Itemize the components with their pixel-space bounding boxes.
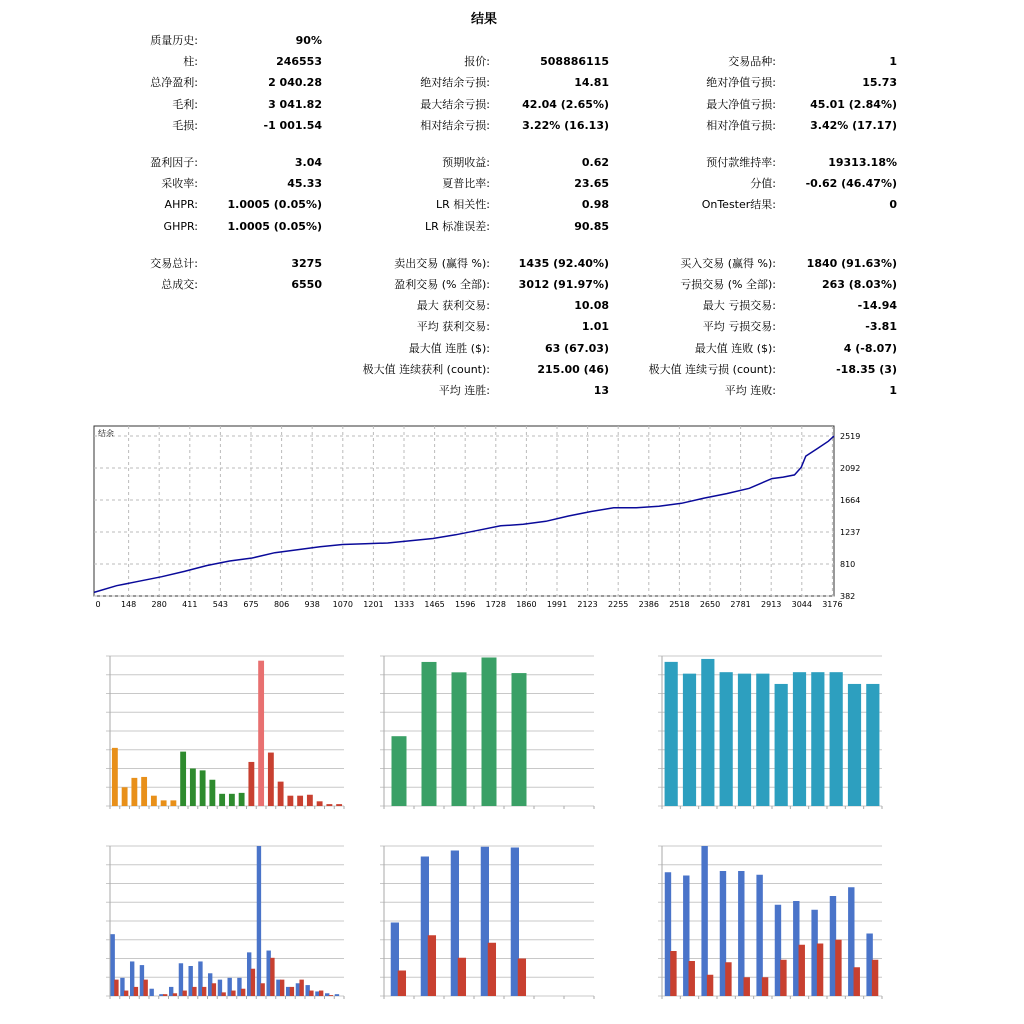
- stat-label: AHPR:: [164, 198, 198, 212]
- x-tick-label: 3176: [822, 600, 843, 609]
- stat-label: 买入交易 (赢得 %):: [680, 256, 776, 270]
- stat-value: 23.65: [574, 177, 609, 191]
- bar: [257, 846, 261, 996]
- bar: [296, 983, 300, 996]
- stat-value: 45.33: [287, 177, 322, 191]
- bar: [780, 960, 786, 996]
- x-tick-label: 938: [304, 600, 320, 609]
- x-tick-label: 1596: [455, 600, 476, 609]
- bar: [422, 662, 437, 806]
- stat-value: 1: [889, 55, 897, 69]
- hist-chart-4-svg: [88, 826, 358, 1006]
- stat-label: 最大 亏损交易:: [702, 299, 776, 313]
- bar: [398, 971, 406, 997]
- y-tick-label: 1664: [840, 496, 861, 506]
- bar: [335, 994, 339, 996]
- bar: [854, 967, 860, 996]
- stat-value: 19313.18%: [828, 156, 897, 169]
- x-tick-label: 2913: [761, 600, 782, 609]
- stat-value: 3 041.82: [268, 97, 322, 111]
- bar: [173, 993, 177, 996]
- bar: [143, 980, 147, 996]
- stat-value: 1: [889, 384, 897, 397]
- bar: [114, 980, 118, 996]
- stat-label: 极大值 连续亏损 (count):: [648, 362, 776, 376]
- bar: [170, 800, 176, 806]
- y-tick-label: 810: [840, 559, 856, 569]
- bar: [110, 934, 114, 996]
- hist-chart-3-svg: [640, 636, 890, 816]
- bar: [744, 977, 750, 996]
- bar: [290, 987, 294, 996]
- bar: [325, 993, 329, 996]
- x-tick-label: 0: [95, 600, 101, 609]
- bar: [122, 787, 128, 806]
- bar: [799, 945, 805, 996]
- y-tick-label: 382: [840, 592, 856, 601]
- balance-chart: [92, 424, 872, 614]
- bar: [192, 987, 196, 996]
- stat-label: 最大净值亏损:: [706, 97, 776, 111]
- bar: [811, 672, 824, 806]
- bar: [738, 674, 751, 806]
- bar: [665, 662, 678, 806]
- stat-value: -0.62 (46.47%): [805, 177, 897, 191]
- bar: [336, 804, 342, 806]
- x-tick-label: 3044: [791, 600, 812, 609]
- stat-label: 平均 亏损交易:: [702, 320, 776, 334]
- x-tick-label: 2255: [608, 600, 629, 609]
- y-tick-label: 2519: [840, 432, 861, 441]
- stat-label: 绝对结余亏损:: [420, 76, 490, 90]
- bar: [297, 796, 303, 806]
- x-tick-label: 1465: [424, 600, 445, 609]
- stat-label: LR 标准误差:: [425, 219, 490, 233]
- stat-label: 最大值 连败 ($):: [694, 341, 776, 355]
- stat-label: 最大 获利交易:: [416, 299, 490, 313]
- hist-chart-5-svg: [362, 826, 602, 1006]
- report-title: 结果: [470, 12, 497, 27]
- stat-label: 总成交:: [161, 278, 198, 291]
- stat-label: 亏损交易 (% 全部):: [680, 278, 776, 291]
- stat-label: 卖出交易 (赢得 %):: [394, 256, 490, 270]
- bar: [270, 958, 274, 996]
- stat-value: 90.85: [574, 219, 609, 233]
- x-tick-label: 675: [243, 600, 259, 609]
- stat-label: GHPR:: [163, 219, 198, 233]
- bar: [219, 794, 225, 806]
- stat-label: LR 相关性:: [436, 198, 490, 212]
- stat-value: 3275: [291, 256, 322, 270]
- stat-label: 报价:: [464, 55, 490, 69]
- bar: [830, 672, 843, 806]
- hist-chart-3: [640, 636, 890, 816]
- stat-value: 42.04 (2.65%): [522, 97, 609, 111]
- hist-chart-1-svg: [88, 636, 358, 816]
- stat-value: 1.0005 (0.05%): [227, 198, 322, 212]
- bar: [317, 801, 323, 806]
- bar: [180, 752, 186, 806]
- x-tick-label: 806: [273, 600, 290, 609]
- bar: [229, 794, 235, 806]
- chart-title: 结余: [98, 429, 114, 438]
- bar: [315, 991, 319, 996]
- bar: [182, 991, 186, 996]
- stat-value: 45.01 (2.84%): [810, 97, 897, 111]
- bar: [141, 777, 147, 806]
- bar: [112, 748, 118, 806]
- stat-value: 10.08: [574, 299, 609, 313]
- x-tick-label: 2781: [730, 600, 751, 609]
- stat-label: 极大值 连续获利 (count):: [362, 362, 490, 376]
- bar: [848, 684, 861, 806]
- bar: [231, 991, 235, 996]
- stat-label: 相对结余亏损:: [420, 118, 490, 132]
- stat-label: 平均 连胜:: [438, 384, 490, 397]
- stat-value: 90%: [295, 34, 322, 47]
- hist-chart-1: [88, 636, 358, 816]
- bar: [452, 672, 467, 806]
- bar: [872, 960, 878, 996]
- plot-area: [94, 426, 834, 596]
- stat-label: 预付款维持率:: [706, 156, 776, 169]
- bar: [683, 674, 696, 806]
- bar: [286, 987, 290, 996]
- bar: [278, 782, 284, 806]
- x-tick-label: 1860: [516, 600, 537, 609]
- bar: [134, 987, 138, 996]
- bar: [305, 985, 309, 996]
- stat-label: 平均 连败:: [724, 384, 776, 397]
- bar: [689, 961, 695, 996]
- stat-label: 预期收益:: [442, 156, 490, 169]
- stat-label: 盈利交易 (% 全部):: [394, 278, 490, 291]
- bar: [251, 969, 255, 996]
- bar: [202, 987, 206, 996]
- bar: [488, 943, 496, 996]
- x-tick-label: 411: [182, 600, 198, 609]
- bar: [319, 991, 323, 996]
- stat-value: 3.22% (16.13): [522, 118, 609, 132]
- y-tick-label: 1237: [840, 527, 861, 537]
- stat-label: 交易品种:: [728, 55, 776, 69]
- bar: [309, 991, 313, 996]
- bar: [190, 769, 196, 807]
- stat-label: 盈利因子:: [150, 156, 198, 169]
- stat-label: OnTester结果:: [701, 198, 776, 212]
- bar: [212, 983, 216, 996]
- bar: [307, 795, 313, 806]
- bar: [221, 992, 225, 996]
- stat-value: 215.00 (46): [537, 362, 609, 376]
- bar: [817, 944, 823, 997]
- bar: [835, 940, 841, 996]
- hist-chart-5: [362, 826, 602, 1006]
- bar: [266, 951, 270, 996]
- stat-value: 4 (-8.07): [843, 341, 897, 355]
- stat-value: 63 (67.03): [545, 341, 609, 355]
- hist-chart-6-svg: [640, 826, 890, 1006]
- stat-label: 交易总计:: [150, 256, 198, 270]
- bar: [482, 657, 497, 806]
- bar: [124, 991, 128, 996]
- bar: [756, 674, 769, 806]
- stat-value: 6550: [291, 278, 322, 291]
- stat-value: -14.94: [857, 299, 897, 313]
- bar: [149, 989, 153, 996]
- stat-value: 263 (8.03%): [821, 278, 897, 291]
- x-tick-label: 543: [212, 600, 229, 609]
- bar: [329, 995, 333, 996]
- stat-value: 0: [889, 198, 897, 212]
- bar: [775, 684, 788, 806]
- x-tick-label: 2123: [577, 600, 598, 609]
- bar: [268, 753, 274, 806]
- x-tick-label: 1333: [393, 600, 415, 609]
- bar: [683, 876, 689, 997]
- bar: [276, 980, 280, 996]
- stat-label: 最大值 连胜 ($):: [408, 341, 490, 355]
- x-tick-label: 148: [120, 600, 137, 609]
- stat-value: 3012 (91.97%): [518, 278, 609, 291]
- bar: [280, 980, 284, 996]
- bar: [518, 959, 526, 997]
- bar: [131, 778, 137, 806]
- stat-value: 1.01: [581, 320, 609, 334]
- bar: [161, 800, 167, 806]
- stat-label: 相对净值亏损:: [706, 118, 776, 132]
- bar: [458, 958, 466, 996]
- bar: [738, 871, 744, 996]
- bar: [326, 804, 332, 806]
- x-tick-label: 2518: [669, 600, 690, 609]
- bar: [701, 659, 714, 806]
- bar: [248, 762, 254, 806]
- bar: [200, 770, 206, 806]
- y-tick-label: 2092: [840, 463, 861, 473]
- bar: [701, 846, 707, 996]
- stat-label: 最大结余亏损:: [420, 97, 490, 111]
- bar: [151, 796, 157, 806]
- bar: [725, 962, 731, 996]
- bar: [665, 872, 671, 996]
- stat-label: 毛损:: [172, 118, 198, 132]
- hist-chart-6: [640, 826, 890, 1006]
- hist-chart-4: [88, 826, 358, 1006]
- stat-label: 绝对净值亏损:: [706, 76, 776, 90]
- stat-value: 13: [593, 384, 609, 397]
- stat-value: 3.42% (17.17): [810, 118, 897, 132]
- stat-value: 14.81: [574, 76, 609, 90]
- bar: [258, 661, 264, 806]
- stat-label: 质量历史:: [150, 34, 198, 47]
- stat-label: 柱:: [183, 55, 198, 69]
- stat-value: 0.98: [581, 198, 609, 212]
- stats-table: [0, 0, 1024, 410]
- bar: [670, 951, 676, 996]
- bar: [392, 736, 407, 806]
- bar: [239, 793, 245, 806]
- stat-label: 毛利:: [172, 97, 198, 111]
- bar: [762, 977, 768, 996]
- x-tick-label: 1070: [332, 600, 353, 609]
- stat-value: 0.62: [581, 156, 609, 169]
- x-tick-label: 2386: [638, 600, 659, 609]
- stat-value: -18.35 (3): [836, 362, 897, 376]
- bar: [260, 983, 264, 996]
- hist-chart-2-svg: [362, 636, 602, 816]
- x-tick-label: 1991: [546, 600, 568, 609]
- bar: [428, 935, 436, 996]
- stat-label: 分值:: [750, 177, 776, 191]
- bar: [793, 672, 806, 806]
- x-tick-label: 1728: [485, 600, 506, 609]
- stat-label: 采收率:: [161, 177, 198, 191]
- bar: [720, 672, 733, 806]
- bar: [866, 684, 879, 806]
- bar: [209, 780, 215, 806]
- stat-label: 夏普比率:: [442, 177, 490, 191]
- x-tick-label: 280: [151, 600, 167, 609]
- stat-value: 1840 (91.63%): [806, 256, 897, 270]
- balance-chart-svg: [92, 424, 872, 614]
- hist-chart-2: [362, 636, 602, 816]
- bar: [793, 901, 799, 996]
- stat-value: 2 040.28: [268, 76, 322, 90]
- stat-label: 总净盈利:: [150, 76, 198, 90]
- stat-value: -1 001.54: [263, 118, 322, 132]
- x-tick-label: 2650: [699, 600, 721, 609]
- stat-value: 15.73: [862, 76, 897, 90]
- bar: [241, 989, 245, 996]
- bar: [707, 975, 713, 996]
- stat-value: 246553: [276, 55, 322, 69]
- stat-label: 平均 获利交易:: [416, 320, 490, 334]
- stat-value: 1.0005 (0.05%): [227, 219, 322, 233]
- bar: [848, 887, 854, 996]
- stat-value: -3.81: [865, 320, 897, 334]
- bar: [163, 994, 167, 996]
- stat-value: 1435 (92.40%): [518, 256, 609, 270]
- x-tick-label: 1201: [363, 600, 384, 609]
- bar: [287, 796, 293, 806]
- stat-value: 3.04: [294, 156, 322, 169]
- stat-value: 508886115: [540, 55, 609, 69]
- bar: [512, 673, 527, 806]
- bar: [720, 871, 726, 996]
- bar: [299, 980, 303, 996]
